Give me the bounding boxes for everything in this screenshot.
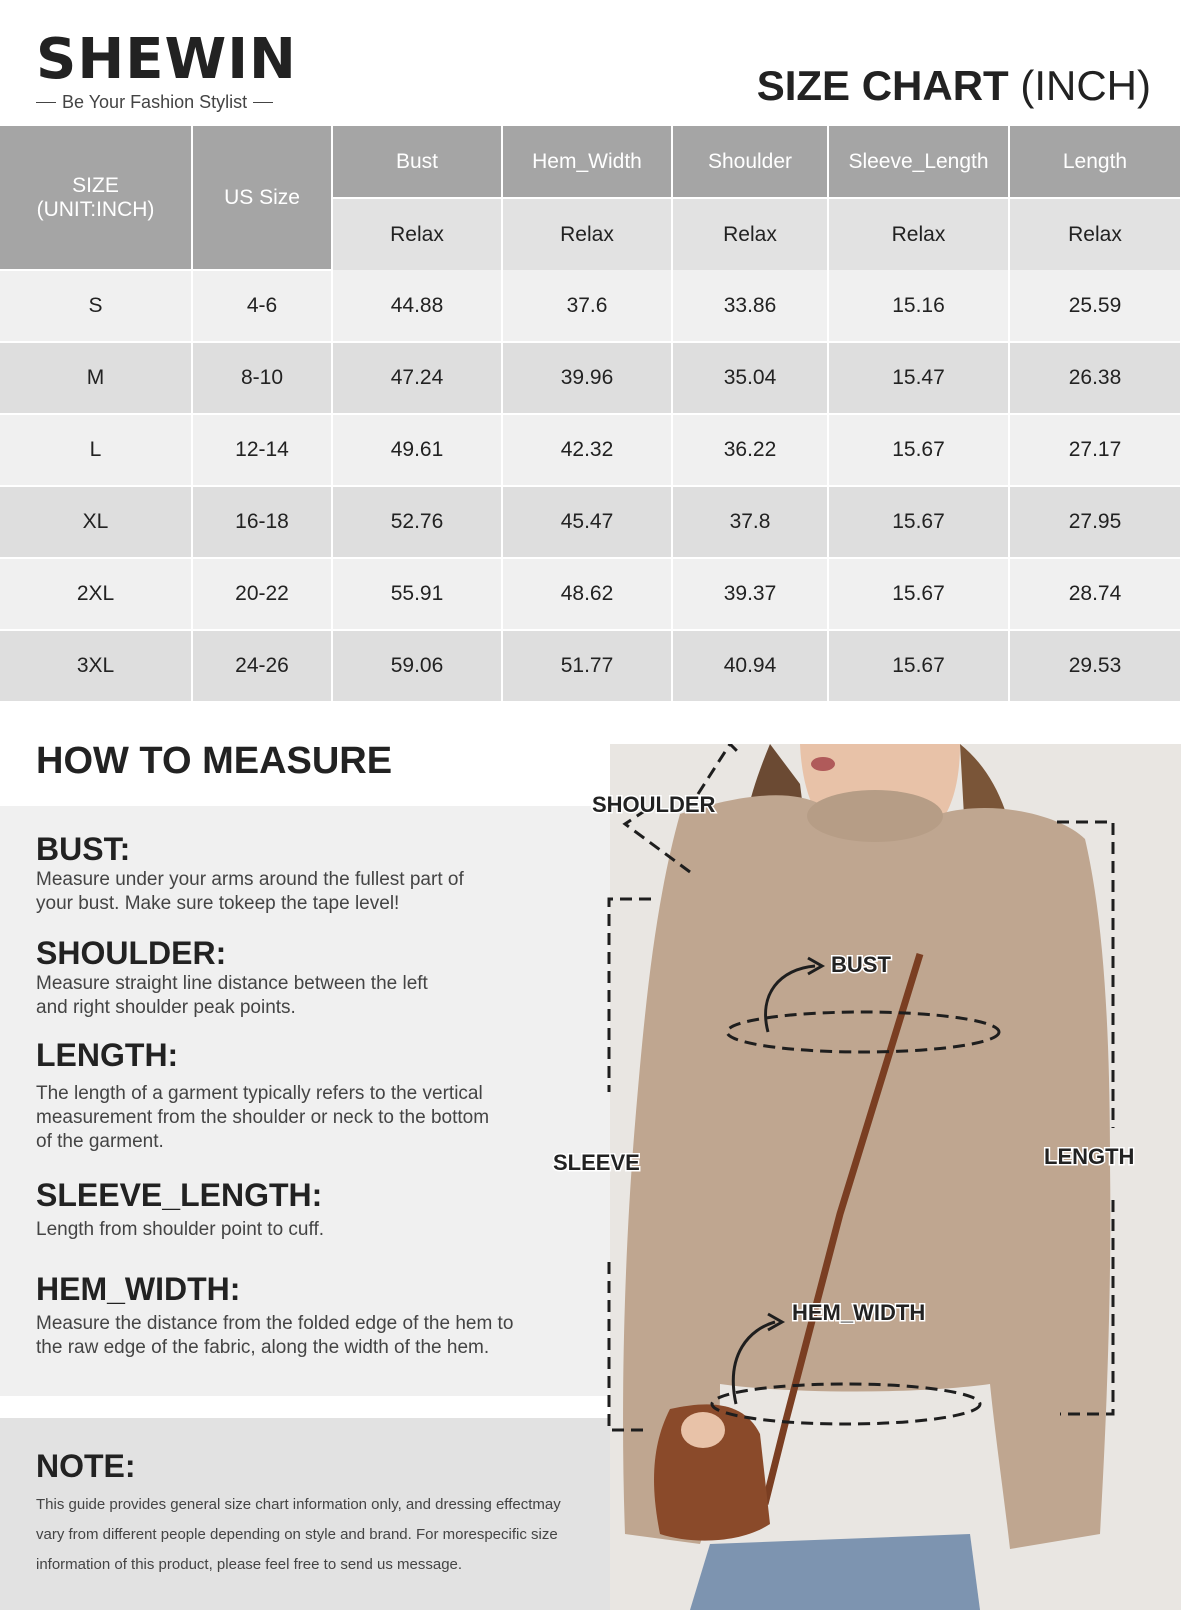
cell-bust: 52.76 xyxy=(332,486,502,558)
cell-bust: 59.06 xyxy=(332,630,502,702)
cell-length: 26.38 xyxy=(1009,342,1181,414)
bust-section xyxy=(36,830,556,916)
table-row xyxy=(0,486,1181,558)
cell-sleeve-length: 15.47 xyxy=(828,342,1009,414)
fit-label: Relax xyxy=(1009,198,1181,270)
cell-sleeve-length: 15.67 xyxy=(828,630,1009,702)
fit-label: Relax xyxy=(672,198,828,270)
cell-hem-width: 37.6 xyxy=(502,270,672,342)
hand xyxy=(681,1412,725,1448)
size-chart-table xyxy=(0,126,1181,703)
lips xyxy=(811,757,835,771)
cell-shoulder: 40.94 xyxy=(672,630,828,702)
length-heading: LENGTH: xyxy=(36,1037,179,1073)
table-row xyxy=(0,270,1181,342)
diagram-label-hem-width: HEM_WIDTH xyxy=(792,1300,926,1325)
cell-bust: 47.24 xyxy=(332,342,502,414)
table-row xyxy=(0,558,1181,630)
cell-us-size: 12-14 xyxy=(192,414,332,486)
cell-length: 29.53 xyxy=(1009,630,1181,702)
cell-us-size: 8-10 xyxy=(192,342,332,414)
cell-us-size: 24-26 xyxy=(192,630,332,702)
hem-width-text-line: Measure the distance from the folded edge of the hem to xyxy=(36,1313,514,1334)
model-illustration xyxy=(540,744,1181,1610)
cell-length: 27.95 xyxy=(1009,486,1181,558)
shoulder-heading: SHOULDER: xyxy=(36,935,227,971)
jeans-shape xyxy=(690,1534,980,1610)
brand-logo xyxy=(36,27,297,113)
cell-sleeve-length: 15.16 xyxy=(828,270,1009,342)
shoulder-text-line: and right shoulder peak points. xyxy=(36,997,296,1018)
cell-bust: 44.88 xyxy=(332,270,502,342)
header-size xyxy=(0,126,192,270)
tagline-dash-left xyxy=(36,102,56,103)
sleeve-length-text-line: Length from shoulder point to cuff. xyxy=(36,1219,324,1240)
brand-tagline: Be Your Fashion Stylist xyxy=(62,92,248,112)
cell-bust: 49.61 xyxy=(332,414,502,486)
how-to-measure-title: HOW TO MEASURE xyxy=(36,740,393,782)
brand-name: SHEWIN xyxy=(36,27,297,92)
header-us-size: US Size xyxy=(192,126,332,270)
table-header-row xyxy=(0,126,1181,198)
bust-text-line: your bust. Make sure tokeep the tape level! xyxy=(36,893,400,914)
diagram-label-sleeve: SLEEVE xyxy=(553,1150,640,1175)
shoulder-section xyxy=(36,934,556,1020)
note-text-line: This guide provides general size chart information only, and dressing effectmay xyxy=(36,1496,561,1513)
cell-shoulder: 33.86 xyxy=(672,270,828,342)
size-chart-title-unit: (INCH) xyxy=(1020,62,1151,109)
cell-shoulder: 39.37 xyxy=(672,558,828,630)
shoulder-text-line: Measure straight line distance between the left xyxy=(36,973,428,994)
tagline-dash-right xyxy=(253,102,273,103)
length-section xyxy=(36,1036,556,1154)
cell-us-size: 16-18 xyxy=(192,486,332,558)
sweater-collar xyxy=(807,790,943,842)
brand-tagline-row xyxy=(36,92,286,113)
cell-size: S xyxy=(0,270,192,342)
cell-length: 27.17 xyxy=(1009,414,1181,486)
fit-label: Relax xyxy=(828,198,1009,270)
cell-shoulder: 37.8 xyxy=(672,486,828,558)
cell-size: M xyxy=(0,342,192,414)
cell-hem-width: 39.96 xyxy=(502,342,672,414)
cell-sleeve-length: 15.67 xyxy=(828,558,1009,630)
header-sleeve-length: Sleeve_Length xyxy=(828,126,1009,198)
cell-sleeve-length: 15.67 xyxy=(828,486,1009,558)
note-text-line: vary from different people depending on style and brand. For morespecific size xyxy=(36,1526,558,1543)
cell-sleeve-length: 15.67 xyxy=(828,414,1009,486)
bust-text-line: Measure under your arms around the fullest part of xyxy=(36,869,464,890)
length-text-line: measurement from the shoulder or neck to the bottom xyxy=(36,1107,490,1128)
hem-width-text-line: the raw edge of the fabric, along the width of the hem. xyxy=(36,1337,490,1358)
cell-size: XL xyxy=(0,486,192,558)
note-heading: NOTE: xyxy=(36,1448,136,1484)
cell-hem-width: 51.77 xyxy=(502,630,672,702)
header-size-unit: (UNIT:INCH) xyxy=(36,197,155,221)
bust-heading: BUST: xyxy=(36,831,131,867)
cell-size: 2XL xyxy=(0,558,192,630)
diagram-label-shoulder: SHOULDER xyxy=(592,792,716,817)
fit-label: Relax xyxy=(502,198,672,270)
header-shoulder: Shoulder xyxy=(672,126,828,198)
table-row xyxy=(0,342,1181,414)
header-length: Length xyxy=(1009,126,1181,198)
cell-size: L xyxy=(0,414,192,486)
size-chart-title xyxy=(757,62,1151,110)
cell-size: 3XL xyxy=(0,630,192,702)
table-row xyxy=(0,414,1181,486)
header-bust: Bust xyxy=(332,126,502,198)
cell-shoulder: 36.22 xyxy=(672,414,828,486)
sleeve-length-heading: SLEEVE_LENGTH: xyxy=(36,1177,323,1213)
cell-hem-width: 42.32 xyxy=(502,414,672,486)
cell-hem-width: 48.62 xyxy=(502,558,672,630)
diagram-label-bust: BUST xyxy=(831,952,891,977)
sleeve-length-section xyxy=(36,1176,556,1242)
hem-width-section xyxy=(36,1270,596,1360)
cell-length: 28.74 xyxy=(1009,558,1181,630)
cell-hem-width: 45.47 xyxy=(502,486,672,558)
cell-shoulder: 35.04 xyxy=(672,342,828,414)
header-size-label: SIZE xyxy=(72,173,119,197)
cell-us-size: 20-22 xyxy=(192,558,332,630)
hem-width-heading: HEM_WIDTH: xyxy=(36,1271,241,1307)
note-text-line: information of this product, please feel free to send us message. xyxy=(36,1556,463,1573)
fit-label: Relax xyxy=(332,198,502,270)
size-chart-title-bold: SIZE CHART xyxy=(756,62,1009,109)
cell-bust: 55.91 xyxy=(332,558,502,630)
table-row xyxy=(0,630,1181,702)
length-text-line: of the garment. xyxy=(36,1131,164,1152)
cell-us-size: 4-6 xyxy=(192,270,332,342)
diagram-label-length: LENGTH xyxy=(1044,1144,1135,1169)
cell-length: 25.59 xyxy=(1009,270,1181,342)
length-text-line: The length of a garment typically refers to the vertical xyxy=(36,1083,483,1104)
note-text xyxy=(36,1490,596,1580)
header-hem-width: Hem_Width xyxy=(502,126,672,198)
